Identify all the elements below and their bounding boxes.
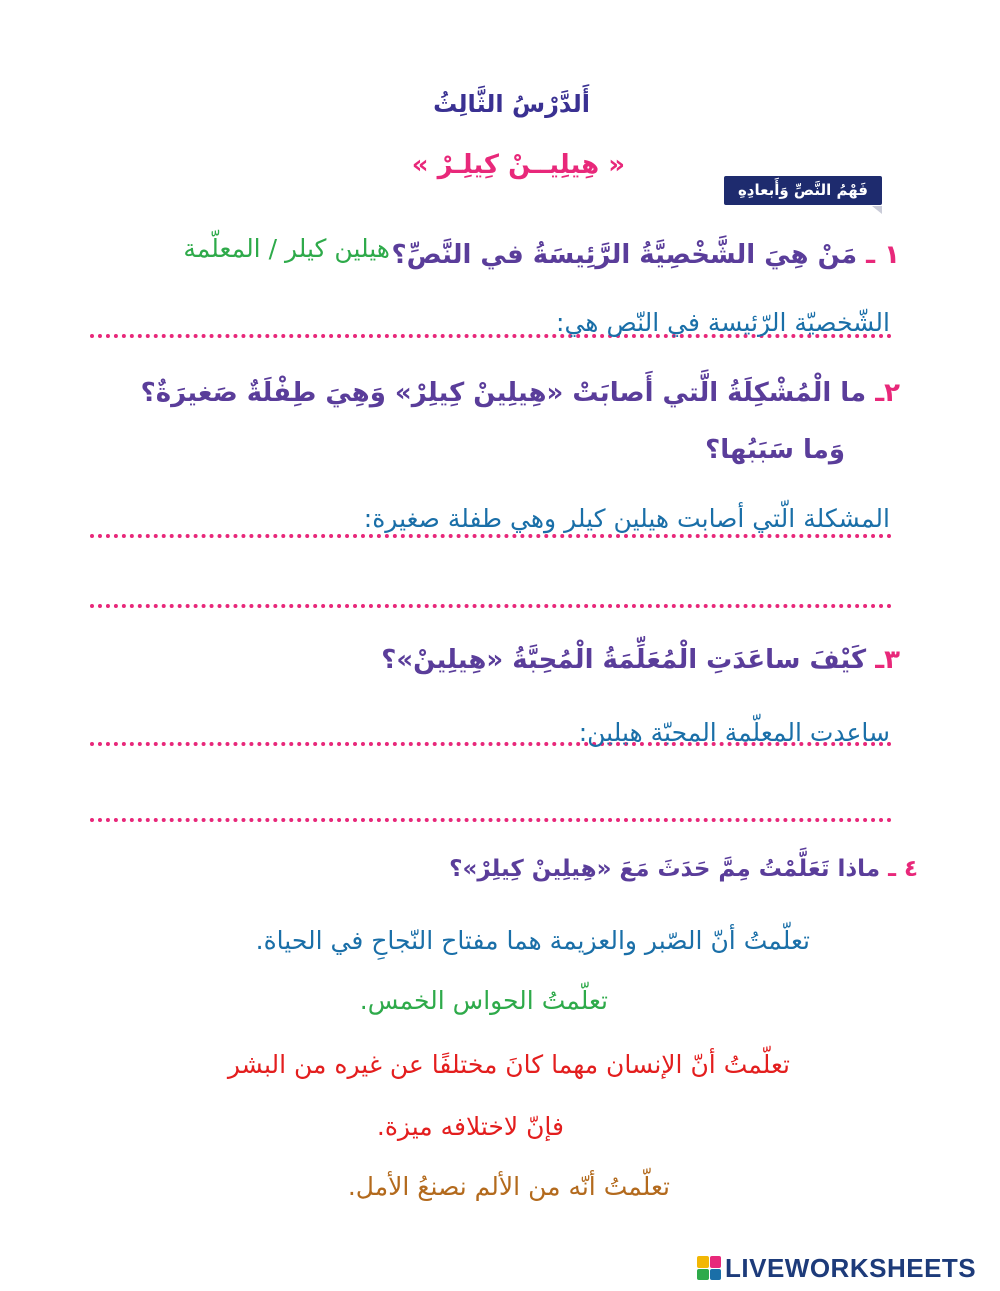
answer-line-2[interactable] <box>90 534 892 538</box>
answer-prompt-3: ساعدت المعلّمة المحبّة هيلين: <box>578 718 890 747</box>
section-badge: فَهْمُ النَّصِّ وَأَبعادِهِ <box>724 176 882 205</box>
question-1-inline-answer: هيلين كيلر / المعلّمة <box>183 234 390 263</box>
liveworksheets-logo-icon <box>697 1256 721 1280</box>
answer-prompt-2: المشكلة الّتي أصابت هيلين كيلر وهي طفلة صغيرة: <box>363 504 890 533</box>
question-3 <box>381 645 900 675</box>
liveworksheets-logo[interactable] <box>697 1252 977 1283</box>
question-4-number: ٤ ـ <box>888 856 918 882</box>
badge-fold-icon <box>872 206 882 214</box>
question-2-number: ٢ـ <box>875 378 900 408</box>
question-1-text: مَنْ هِيَ الشَّخْصِيَّةُ الرَّئِيسَةُ في النَّصِّ؟ <box>391 240 858 270</box>
question-2 <box>141 378 900 408</box>
answer-4-2: تعلّمتُ الحواس الخمس. <box>359 986 608 1015</box>
question-1-number: ١ ـ <box>866 240 900 270</box>
answer-4-1: تعلّمتُ أنّ الصّبر والعزيمة هما مفتاح النّجاحِ في الحياة. <box>255 926 810 955</box>
answer-prompt-1: الشّخصيّة الرّئيسة في النّص هي: <box>556 308 890 337</box>
lesson-title: أَلدَّرْسُ الثَّالِثُ <box>433 90 590 118</box>
question-4 <box>449 856 918 882</box>
answer-line-2b[interactable] <box>90 604 892 608</box>
question-4-text: ماذا تَعَلَّمْتُ مِمَّ حَدَثَ مَعَ «هِيلِينْ كِيلِرْ»؟ <box>449 856 881 882</box>
answer-line-3b[interactable] <box>90 818 892 822</box>
question-2-text-line2: وَما سَبَبُها؟ <box>705 435 845 465</box>
answer-4-3: تعلّمتُ أنّ الإنسان مهما كانَ مختلفًا عن غيره من البشر <box>227 1050 790 1079</box>
question-3-number: ٣ـ <box>875 645 900 675</box>
brand-name: LIVEWORKSHEETS <box>725 1252 977 1283</box>
question-1 <box>392 240 900 270</box>
answer-4-4: فإنّ لاختلافه ميزة. <box>376 1112 564 1141</box>
story-title: « هِيلِيــنْ كِيلِـرْ » <box>411 150 625 180</box>
answer-4-5: تعلّمتُ أنّه من الألم نصنعُ الأمل. <box>347 1172 670 1201</box>
question-2-text-line1: ما الْمُشْكِلَةُ الَّتي أَصابَتْ «هِيلِينْ كِيلِرْ» وَهِيَ طِفْلَةٌ صَغيرَةٌ؟ <box>140 378 867 408</box>
question-3-text: كَيْفَ ساعَدَتِ الْمُعَلِّمَةُ الْمُحِبَّةُ «هِيلِينْ»؟ <box>381 645 867 675</box>
